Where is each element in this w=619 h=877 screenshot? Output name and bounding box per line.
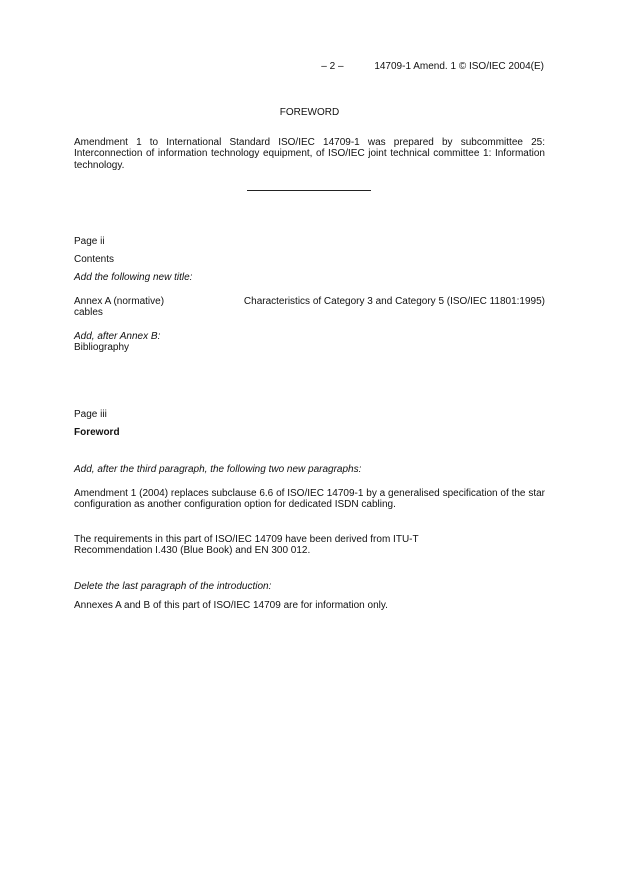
page-number: – 2 – [321,61,344,72]
annexes-info-paragraph: Annexes A and B of this part of ISO/IEC 14709 are for information only. [74,600,388,611]
annex-a-title-continued: cables [74,307,103,319]
foreword-title: FOREWORD [279,107,340,118]
add-after-annex-b-instruction: Add, after Annex B: [74,331,161,342]
requirements-line-2: Recommendation I.430 (Blue Book) and EN 300 012. [74,545,311,557]
page-ii-reference: Page ii [74,236,105,247]
page-iii-reference: Page iii [74,409,107,420]
document-id: 14709-1 Amend. 1 © ISO/IEC 2004(E) [374,61,544,72]
annex-a-title: Characteristics of Category 3 and Category 5 (ISO/IEC 11801:1995) [243,296,545,307]
foreword-paragraph: Amendment 1 to International Standard ISO/IEC 14709-1 was prepared by subcommittee 25: Interconnection of information technology equipment, of ISO/IEC joint technical committee 1: Information technology. [74,137,545,171]
requirements-line-1: The requirements in this part of ISO/IEC 14709 have been derived from ITU-T [74,534,419,545]
bibliography-entry: Bibliography [74,342,130,353]
page-header [321,61,544,72]
amendment-paragraph: Amendment 1 (2004) replaces subclause 6.6 of ISO/IEC 14709-1 by a generalised specification of the star configuration as another configuration option for dedicated ISDN cabling. [74,488,545,511]
annex-a-entry [74,296,545,319]
requirements-paragraph [74,534,545,557]
add-paragraphs-instruction: Add, after the third paragraph, the following two new paragraphs: [74,464,362,475]
foreword-heading: Foreword [74,427,120,438]
section-divider [247,190,371,191]
add-title-instruction: Add the following new title: [74,272,193,283]
delete-paragraph-instruction: Delete the last paragraph of the introduction: [74,581,272,592]
annex-a-label: Annex A (normative) [74,296,165,307]
contents-heading: Contents [74,254,115,265]
